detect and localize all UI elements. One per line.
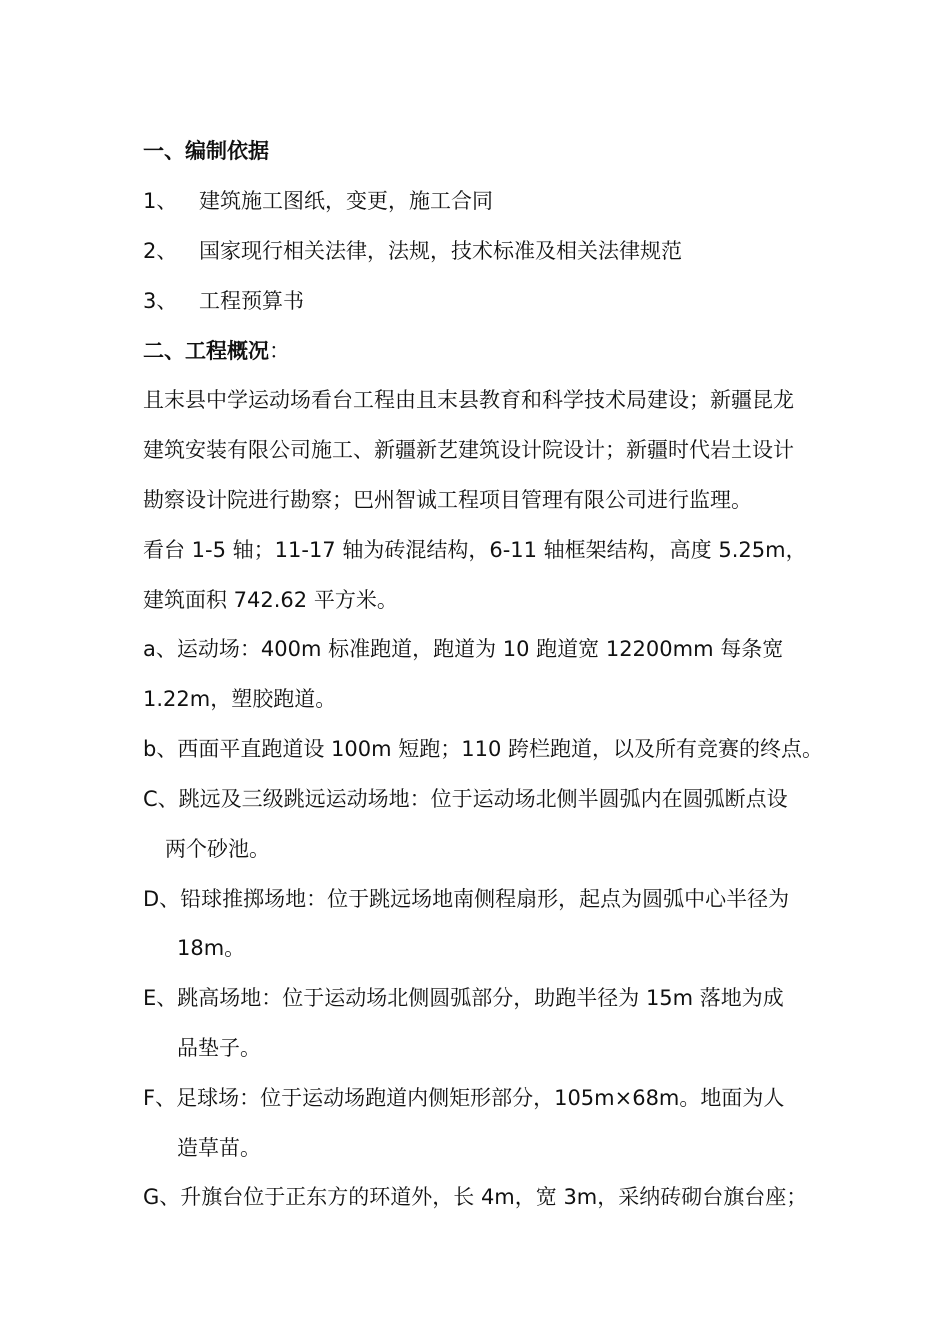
overview-line: a、运动场：400m 标准跑道，跑道为 10 跑道宽 12200mm 每条宽	[143, 637, 784, 661]
basis-item-text: 工程预算书	[199, 289, 304, 313]
overview-line: F、足球场：位于运动场跑道内侧矩形部分，105m×68m。地面为人	[143, 1086, 785, 1110]
overview-line: G、升旗台位于正东方的环道外，长 4m，宽 3m，采纳砖砌台旗台座；	[143, 1185, 808, 1209]
overview-line: E、跳高场地：位于运动场北侧圆弧部分，助跑半径为 15m 落地为成	[143, 986, 784, 1010]
overview-line: D、铅球推掷场地：位于跳远场地南侧程扇形，起点为圆弧中心半径为	[143, 887, 790, 911]
overview-line: b、西面平直跑道设 100m 短跑；110 跨栏跑道，以及所有竞赛的终点。	[143, 737, 823, 761]
overview-heading-colon: ：	[269, 339, 290, 363]
section-heading-basis: 一、编制依据	[143, 139, 269, 163]
overview-line: 18m。	[177, 936, 246, 960]
overview-line: 两个砂池。	[165, 837, 270, 861]
overview-line: 造草苗。	[177, 1136, 261, 1160]
overview-line: 且末县中学运动场看台工程由且末县教育和科学技术局建设；新疆昆龙	[143, 388, 794, 412]
basis-item-text: 国家现行相关法律，法规，技术标准及相关法律规范	[199, 239, 682, 263]
overview-line: 1.22m，塑胶跑道。	[143, 687, 337, 711]
overview-line: 品垫子。	[177, 1036, 261, 1060]
basis-item-number: 1、	[143, 189, 178, 213]
basis-item-number: 3、	[143, 289, 178, 313]
overview-line: 建筑安装有限公司施工、新疆新艺建筑设计院设计；新疆时代岩土设计	[143, 438, 794, 462]
overview-line: 建筑面积 742.62 平方米。	[143, 588, 398, 612]
basis-item-text: 建筑施工图纸，变更，施工合同	[199, 189, 493, 213]
overview-line: 勘察设计院进行勘察；巴州智诚工程项目管理有限公司进行监理。	[143, 488, 752, 512]
overview-line: C、跳远及三级跳远运动场地：位于运动场北侧半圆弧内在圆弧断点设	[143, 787, 788, 811]
overview-line: 看台 1-5 轴；11-17 轴为砖混结构，6-11 轴框架结构，高度 5.25m，	[143, 538, 807, 562]
section-heading-overview	[143, 336, 290, 366]
basis-item-2	[143, 236, 682, 266]
overview-heading-text: 二、工程概况	[143, 339, 269, 363]
basis-item-number: 2、	[143, 239, 178, 263]
basis-item-1	[143, 186, 493, 216]
basis-item-3	[143, 286, 304, 316]
